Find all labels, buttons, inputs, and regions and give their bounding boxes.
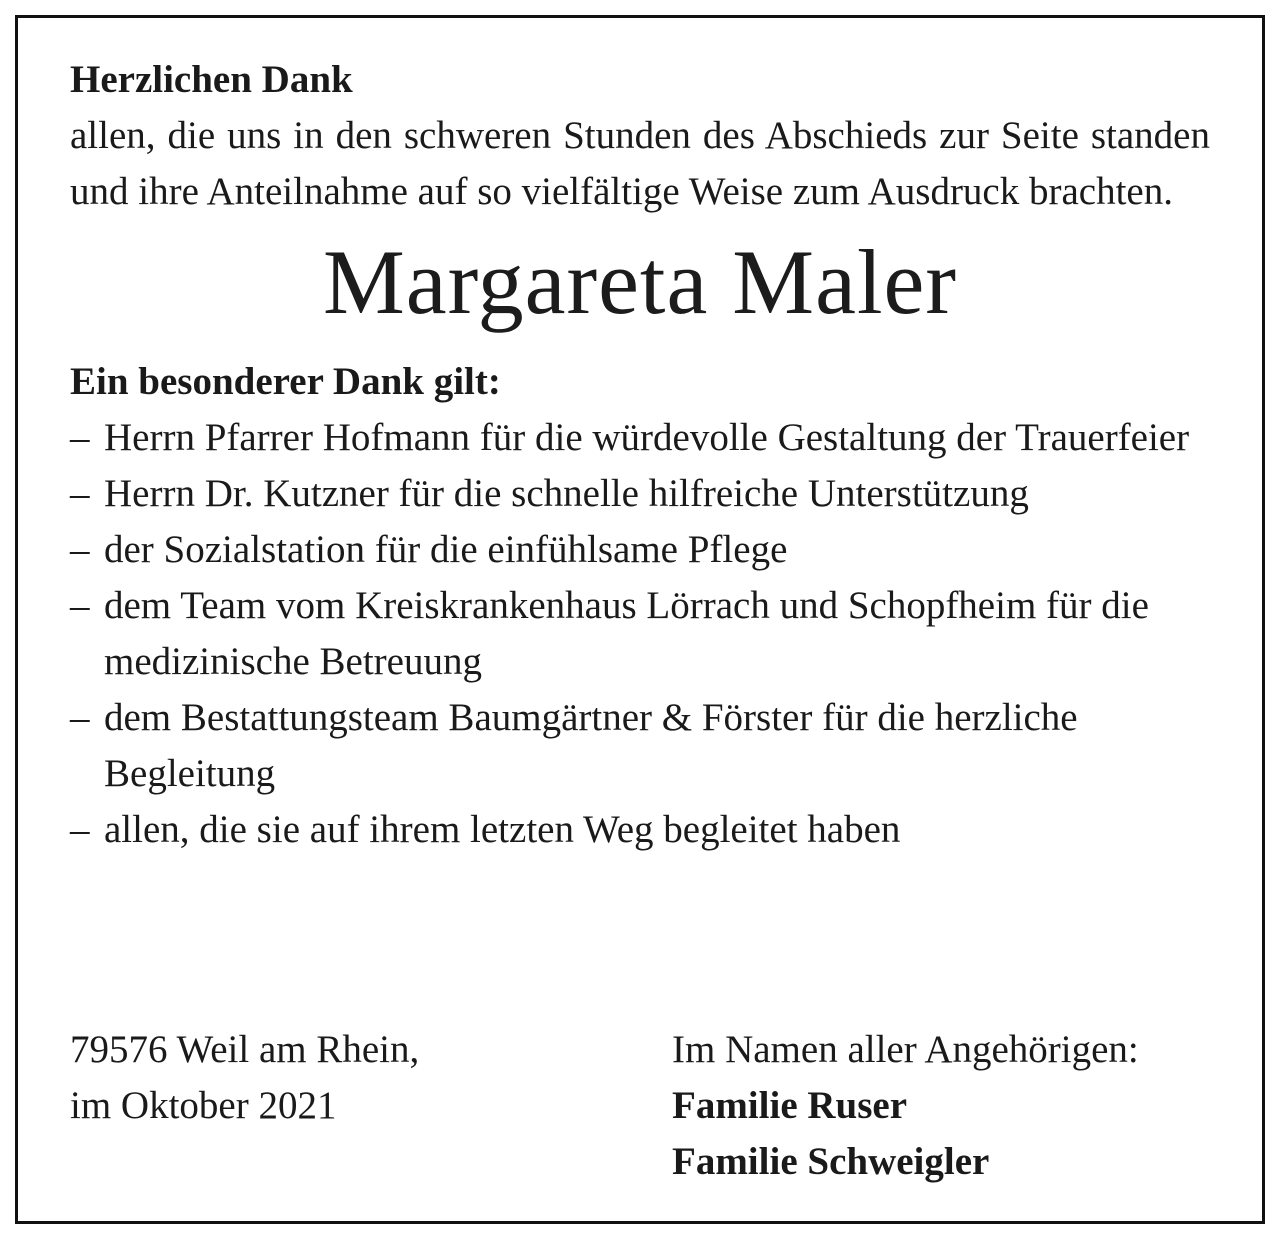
deceased-name: Margareta Maler: [323, 231, 957, 333]
thanks-item: [70, 466, 1210, 522]
thanks-item-text: Herrn Pfarrer Hofmann für die würdevolle Gestaltung der Trauerfeier: [104, 416, 1190, 459]
dash-mark: –: [70, 528, 90, 571]
thanks-item-text: allen, die sie auf ihrem letzten Weg begleitet haben: [104, 808, 901, 851]
thanks-item: [70, 690, 1210, 802]
family-name: Familie Schweigler: [672, 1140, 990, 1183]
dash-mark: –: [70, 584, 90, 627]
dash-mark: –: [70, 808, 90, 851]
thanks-item: [70, 578, 1210, 690]
dash-mark: –: [70, 696, 90, 739]
family-name: Familie Ruser: [672, 1084, 908, 1127]
date-text: im Oktober 2021: [70, 1084, 337, 1127]
thanks-list: [70, 410, 1210, 858]
thanks-item-text: Herrn Dr. Kutzner für die schnelle hilfreiche Unterstützung: [104, 472, 1029, 515]
dash-mark: –: [70, 416, 90, 459]
signature-intro: Im Namen aller Angehörigen:: [672, 1028, 1139, 1071]
thanks-item: [70, 522, 1210, 578]
place-date-block: [70, 1022, 419, 1134]
thanks-item-text: dem Bestattungsteam Baumgärtner & Förster für die herzliche Begleitung: [104, 696, 1078, 795]
place-text: 79576 Weil am Rhein,: [70, 1028, 420, 1071]
dash-mark: –: [70, 472, 90, 515]
intro-heading: Herzlichen Dank: [70, 58, 353, 101]
thanks-item: [70, 410, 1210, 466]
thanks-heading: Ein besonderer Dank gilt:: [70, 360, 501, 403]
intro-text: allen, die uns in den schweren Stunden des Abschieds zur Seite standen und ihre Anteilnahme auf so vielfältige Weise zum Ausdruck brachten.: [70, 114, 1210, 213]
signature-block: [672, 1022, 1139, 1190]
thanks-item: [70, 802, 1210, 858]
notice-content: [70, 52, 1210, 858]
thanks-item-text: der Sozialstation für die einfühlsame Pflege: [104, 528, 788, 571]
thanks-item-text: dem Team vom Kreiskrankenhaus Lörrach und Schopfheim für die medizinische Betreuung: [104, 584, 1149, 683]
